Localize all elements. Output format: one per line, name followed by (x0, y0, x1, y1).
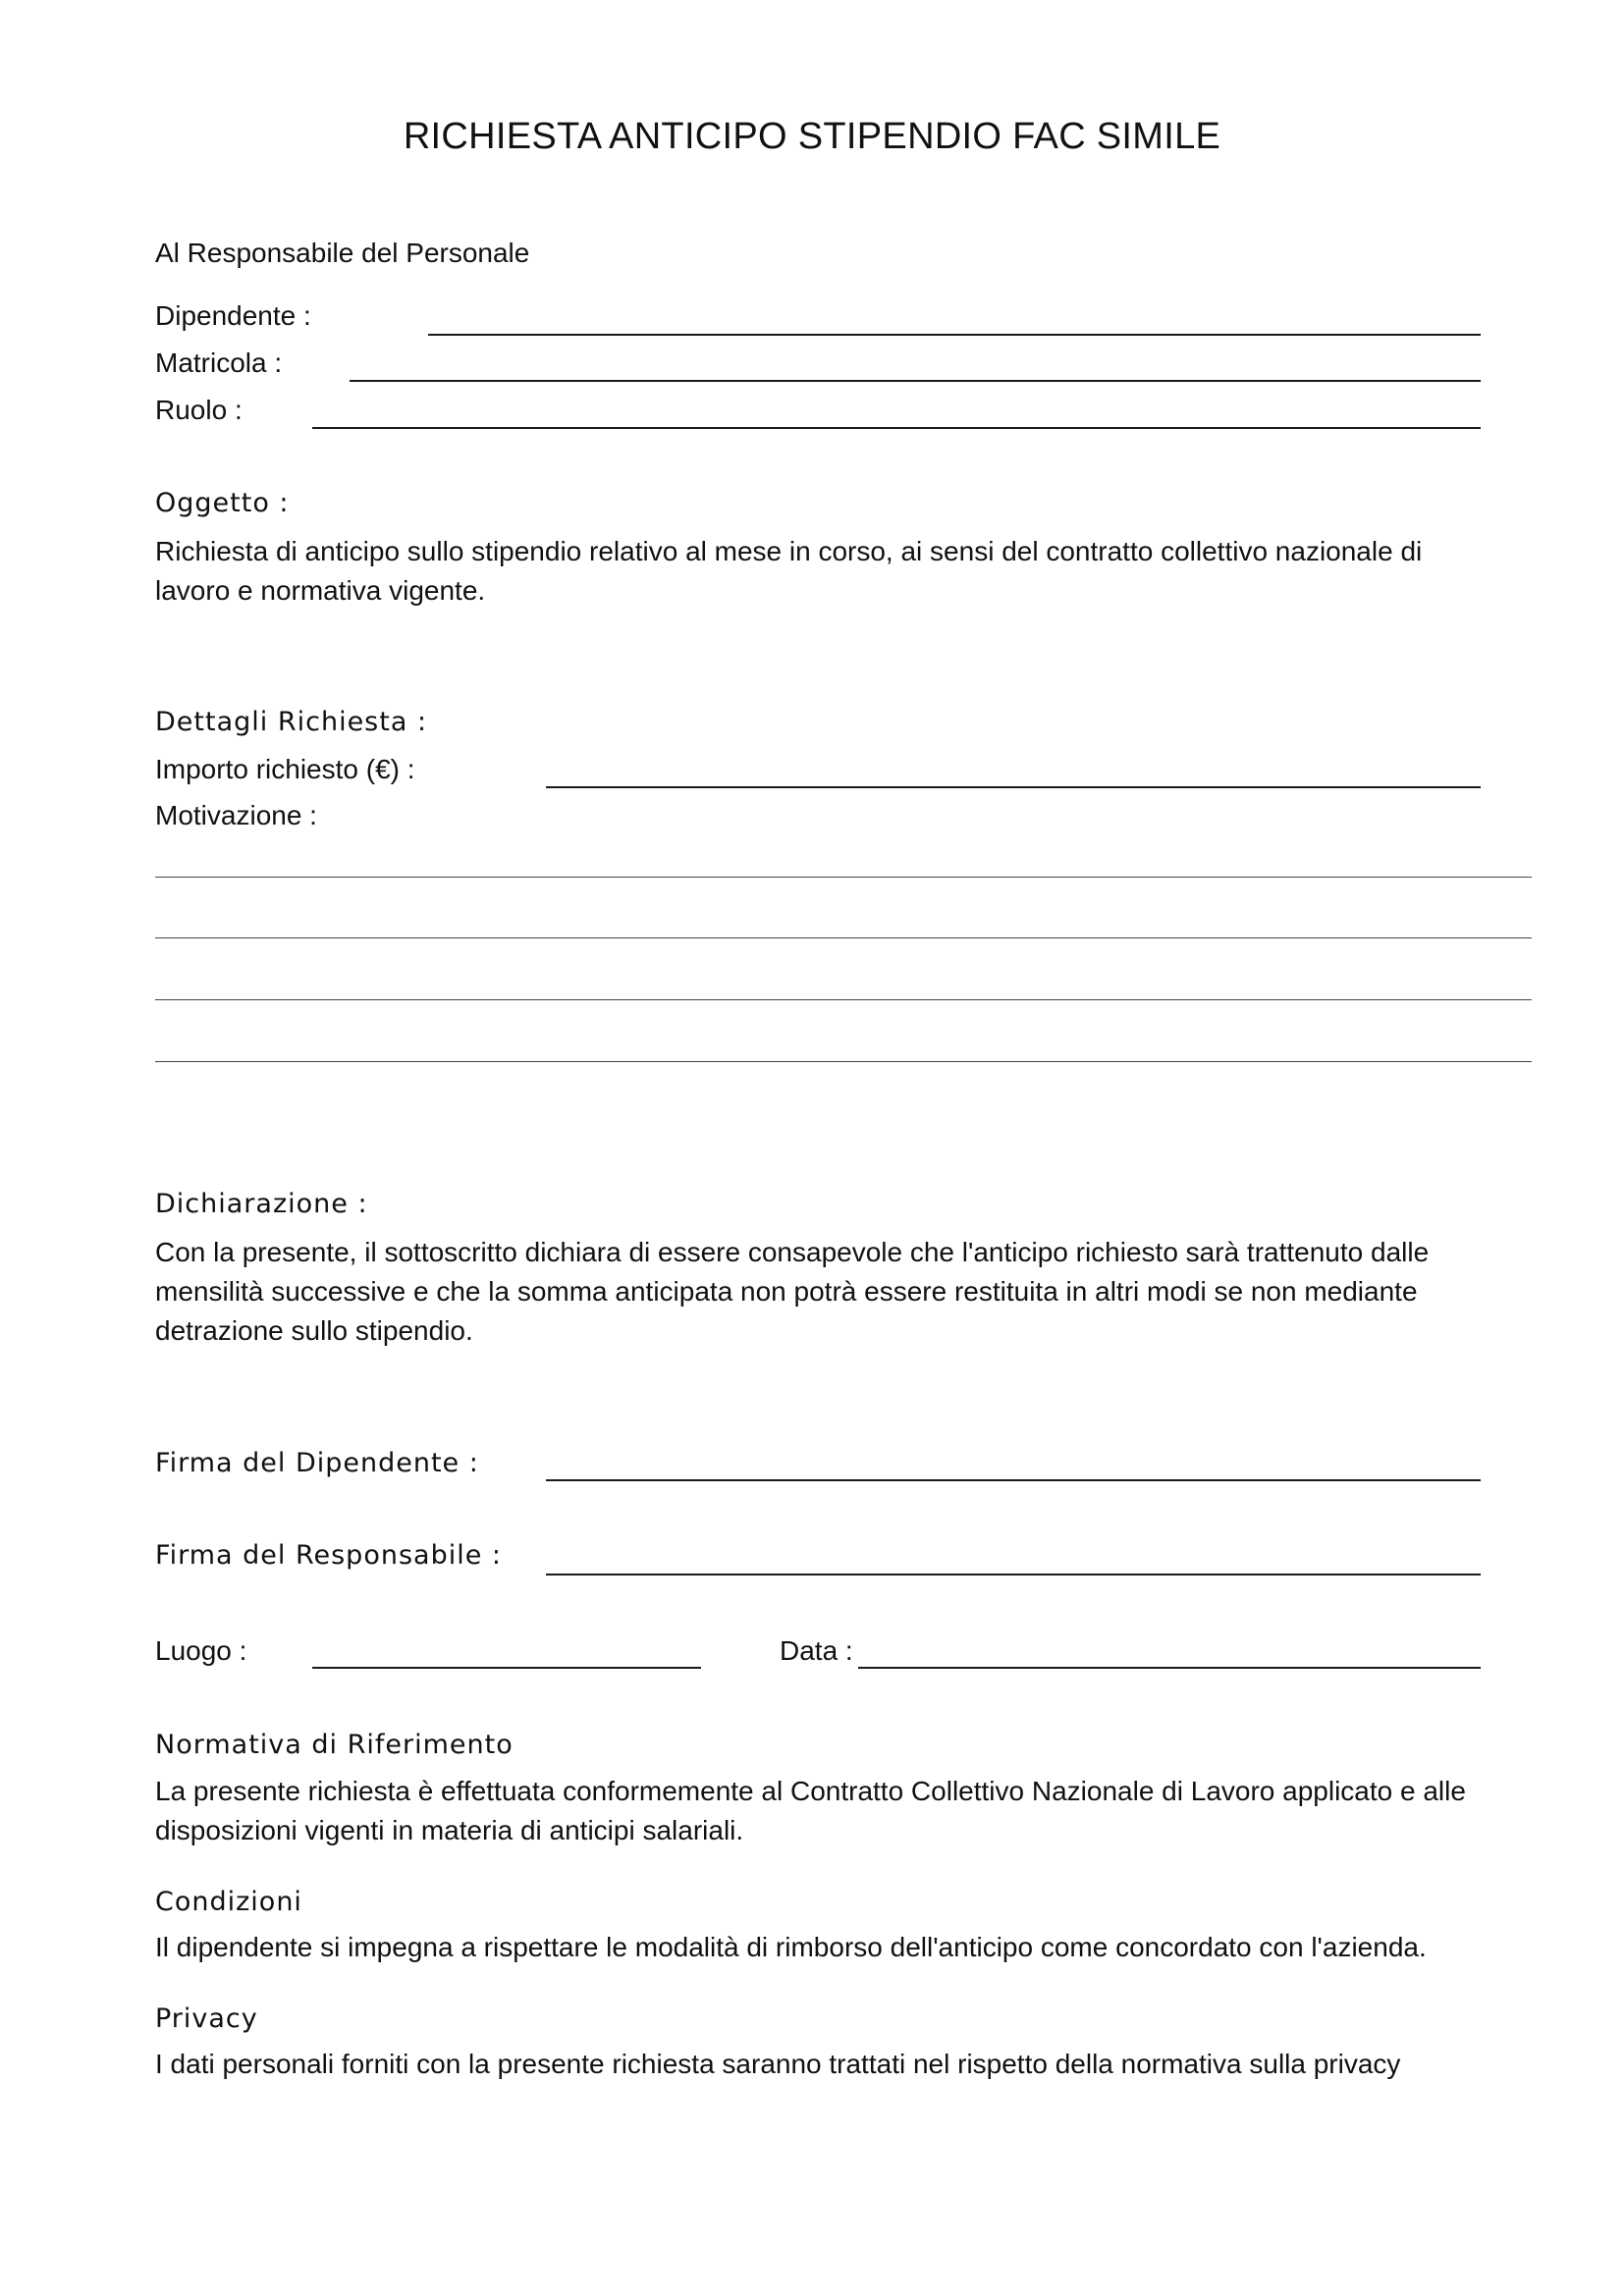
details-heading: Dettagli Richiesta : (155, 707, 428, 737)
employee-signature-line[interactable] (546, 1479, 1481, 1481)
place-label: Luogo : (155, 1635, 247, 1666)
manager-signature-label: Firma del Responsabile : (155, 1540, 502, 1571)
amount-label: Importo richiesto (€) : (155, 754, 415, 784)
place-field-line[interactable] (312, 1667, 701, 1669)
conditions-heading: Condizioni (155, 1887, 302, 1917)
conditions-text: Il dipendente si impegna a rispettare le modalità di rimborso dell'anticipo come concordato con l'azienda. (155, 1932, 1427, 1962)
regulation-text: La presente richiesta è effettuata conformemente al Contratto Collettivo Nazionale di Lavoro applicato e alle disposizioni vigenti in materia di anticipi salariali. (155, 1776, 1466, 1845)
id-number-label: Matricola : (155, 347, 283, 378)
reason-label: Motivazione : (155, 800, 317, 830)
declaration-text: Con la presente, il sottoscritto dichiara di essere consapevole che l'anticipo richiesto sarà trattenuto dalle mensilità successive e che la somma anticipata non potrà essere restituita in altri modi se non mediante detrazione sullo stipendio. (155, 1237, 1430, 1346)
reason-line-4[interactable] (155, 1061, 1532, 1062)
subject-text: Richiesta di anticipo sullo stipendio relativo al mese in corso, ai sensi del contratto collettivo nazionale di lavoro e normativa vigente. (155, 536, 1423, 606)
employee-field-line[interactable] (428, 334, 1481, 336)
date-label: Data : (780, 1635, 853, 1666)
reason-line-3[interactable] (155, 999, 1532, 1000)
date-field-line[interactable] (858, 1667, 1481, 1669)
reason-line-2[interactable] (155, 937, 1532, 938)
subject-heading: Oggetto : (155, 488, 290, 518)
reason-line-1[interactable] (155, 877, 1532, 878)
manager-signature-line[interactable] (546, 1574, 1481, 1575)
privacy-heading: Privacy (155, 2003, 258, 2034)
amount-field-line[interactable] (546, 786, 1481, 788)
declaration-heading: Dichiarazione : (155, 1189, 368, 1219)
employee-label: Dipendente : (155, 300, 311, 331)
employee-signature-label: Firma del Dipendente : (155, 1448, 479, 1478)
regulation-heading: Normativa di Riferimento (155, 1730, 514, 1760)
privacy-text: I dati personali forniti con la presente richiesta saranno trattati nel rispetto della normativa sulla privacy (155, 2049, 1401, 2079)
role-field-line[interactable] (312, 427, 1481, 429)
id-number-field-line[interactable] (350, 380, 1481, 382)
role-label: Ruolo : (155, 395, 243, 425)
document-title: RICHIESTA ANTICIPO STIPENDIO FAC SIMILE (403, 116, 1221, 157)
recipient-line: Al Responsabile del Personale (155, 238, 530, 268)
